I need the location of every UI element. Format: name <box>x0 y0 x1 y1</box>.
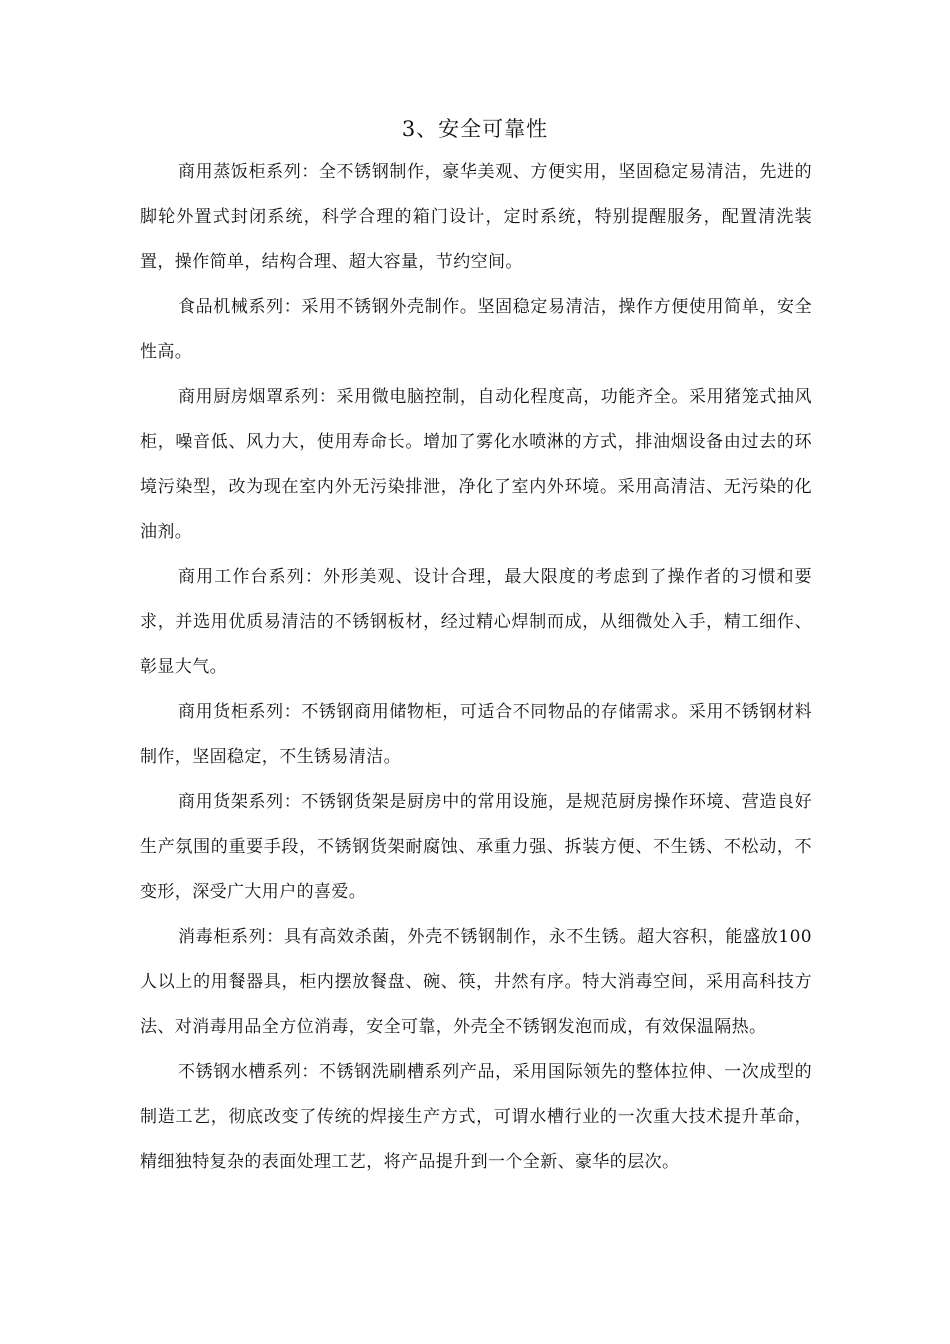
paragraph-food-machinery: 食品机械系列：采用不锈钢外壳制作。坚固稳定易清洁，操作方便使用简单，安全性高。 <box>140 297 812 362</box>
paragraph-storage-cabinet: 商用货柜系列：不锈钢商用储物柜，可适合不同物品的存储需求。采用不锈钢材料制作，坚固稳定，不生锈易清洁。 <box>140 702 812 767</box>
paragraph-range-hood: 商用厨房烟罩系列：采用微电脑控制，自动化程度高，功能齐全。采用猪笼式抽风柜，噪音低、风力大，使用寿命长。增加了雾化水喷淋的方式，排油烟设备由过去的环境污染型，改为现在室内外无污染排泄，净化了室内外环境。采用高清洁、无污染的化油剂。 <box>140 387 812 542</box>
paragraph-disinfection-cabinet: 消毒柜系列：具有高效杀菌，外壳不锈钢制作，永不生锈。超大容积，能盛放100人以上的用餐器具，柜内摆放餐盘、碗、筷，井然有序。特大消毒空间，采用高科技方法、对消毒用品全方位消毒，安全可靠，外壳全不锈钢发泡而成，有效保温隔热。 <box>140 927 812 1037</box>
document-body <box>140 150 812 1185</box>
paragraph-sink: 不锈钢水槽系列：不锈钢洗刷槽系列产品，采用国际领先的整体拉伸、一次成型的制造工艺，彻底改变了传统的焊接生产方式，可谓水槽行业的一次重大技术提升革命，精细独特复杂的表面处理工艺，将产品提升到一个全新、豪华的层次。 <box>140 1062 812 1172</box>
section-title: 3、安全可靠性 <box>401 117 549 141</box>
paragraph-steam-cabinet: 商用蒸饭柜系列：全不锈钢制作，豪华美观、方便实用，坚固稳定易清洁，先进的脚轮外置式封闭系统，科学合理的箱门设计，定时系统，特别提醒服务，配置清洗装置，操作简单，结构合理、超大容量，节约空间。 <box>140 162 812 272</box>
paragraph-shelving: 商用货架系列：不锈钢货架是厨房中的常用设施，是规范厨房操作环境、营造良好生产氛围的重要手段，不锈钢货架耐腐蚀、承重力强、拆装方便、不生锈、不松动，不变形，深受广大用户的喜爱。 <box>140 792 812 902</box>
paragraph-workbench: 商用工作台系列：外形美观、设计合理，最大限度的考虑到了操作者的习惯和要求，并选用优质易清洁的不锈钢板材，经过精心焊制而成，从细微处入手，精工细作、彰显大气。 <box>140 567 812 677</box>
